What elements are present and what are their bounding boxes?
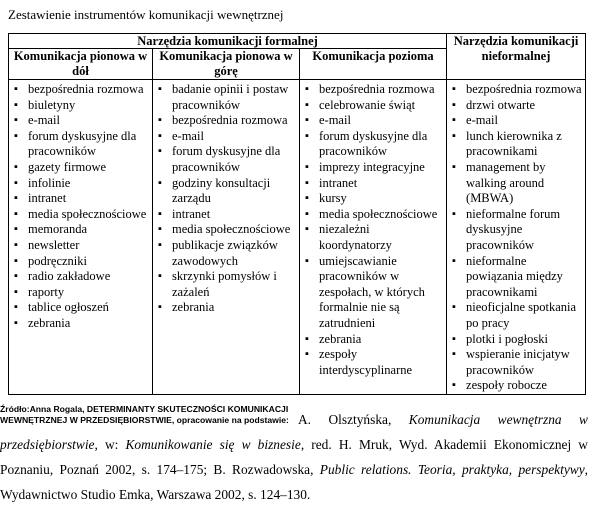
list-item: ▪ intranet [12,191,150,207]
list-item: ▪ tablice ogłoszeń [12,300,150,316]
list-item: ▪ umiejscawianie pracowników w zespołach, w których formalnie nie są zatrudnieni [303,254,444,332]
list-item: ▪ e-mail [12,113,150,129]
list-item: ▪ imprezy integracyjne [303,160,444,176]
list-item: ▪ raporty [12,285,150,301]
list-item: ▪ bezpośrednia rozmowa [450,82,583,98]
formal-tools-header: Narzędzia komunikacji formalnej [9,34,447,49]
column-header-upward: Komunikacja pionowa w górę [153,49,300,80]
list-item: ▪ publikacje związków zawodowych [156,238,297,269]
column-upward [153,80,300,395]
list-item: ▪ forum dyskusyjne dla pracowników [303,129,444,160]
list-item: ▪ lunch kierownika z pracownikami [450,129,583,160]
list-downward [9,80,152,332]
list-item: ▪ forum dyskusyjne dla pracowników [12,129,150,160]
informal-tools-header: Narzędzia komunikacji nieformalnej [447,34,586,80]
list-informal [447,80,585,394]
list-item: ▪ bezpośrednia rozmowa [12,82,150,98]
citation-text-2: , red. H. Mruk, Wyd. Akademii Ekonomicznej w Poznaniu, Poznań 2002, s. 174–175; B. Rozwadowska, [0,437,588,477]
instruments-table [8,33,586,395]
list-item: ▪ media społecznościowe [156,222,297,238]
source-label: Źródło:Anna Rogala, DETERMINANTY SKUTECZNOŚCI KOMUNIKACJI WEWNĘTRZNEJ W PRZEDSIĘBIORSTWIE, opracowanie na podstawie: [0,404,289,425]
list-item: ▪ wspieranie inicjatyw pracowników [450,347,583,378]
list-item: ▪ badanie opinii i postaw pracowników [156,82,297,113]
list-item: ▪ zebrania [156,300,297,316]
citation-title-3: Public relations. Teoria, praktyka, perspektywy [319,462,585,477]
column-informal [447,80,586,395]
list-item: ▪ skrzynki pomysłów i zażaleń [156,269,297,300]
column-header-horizontal: Komunikacja pozioma [300,49,447,80]
list-item: ▪ biuletyny [12,98,150,114]
list-item: ▪ gazety firmowe [12,160,150,176]
list-item: ▪ e-mail [450,113,583,129]
list-item: ▪ nieformalne powiązania między pracownikami [450,254,583,301]
column-header-downward: Komunikacja pionowa w dół [9,49,153,80]
list-item: ▪ media społecznościowe [12,207,150,223]
list-item: ▪ management by walking around (MBWA) [450,160,583,207]
list-item: ▪ bezpośrednia rozmowa [303,82,444,98]
list-item: ▪ kursy [303,191,444,207]
source-citation [0,407,588,507]
column-downward [9,80,153,395]
list-item: ▪ radio zakładowe [12,269,150,285]
list-item: ▪ zespoły robocze [450,378,583,394]
table-caption: Zestawienie instrumentów komunikacji wewnętrznej [8,7,284,22]
list-item: ▪ niezależni koordynatorzy [303,222,444,253]
list-item: ▪ nieformalne forum dyskusyjne pracowników [450,207,583,254]
list-item: ▪ zebrania [12,316,150,332]
list-item: ▪ podręczniki [12,254,150,270]
list-item: ▪ intranet [156,207,297,223]
citation-title-2: Komunikowanie się w biznesie [125,437,301,452]
list-item: ▪ e-mail [303,113,444,129]
list-item: ▪ plotki i pogłoski [450,332,583,348]
list-upward [153,80,299,316]
list-item: ▪ intranet [303,176,444,192]
list-item: ▪ bezpośrednia rozmowa [156,113,297,129]
list-horizontal [300,80,446,378]
list-item: ▪ media społecznościowe [303,207,444,223]
list-item: ▪ forum dyskusyjne dla pracowników [156,144,297,175]
list-item: ▪ e-mail [156,129,297,145]
list-item: ▪ memoranda [12,222,150,238]
list-item: ▪ newsletter [12,238,150,254]
list-item: ▪ infolinie [12,176,150,192]
list-item: ▪ celebrowanie świąt [303,98,444,114]
citation-text-3: , Wydawnictwo Studio Emka, Warszawa 2002, s. 124–130. [0,462,589,502]
column-horizontal [300,80,447,395]
list-item: ▪ drzwi otwarte [450,98,583,114]
list-item: ▪ nieoficjalne spotkania po pracy [450,300,583,331]
citation-author: A. Olsztyńska, [298,412,392,427]
list-item: ▪ zespoły interdyscyplinarne [303,347,444,378]
citation-title-1: Komunikacja wewnętrzna w przedsiębiorstwie [0,412,588,452]
list-item: ▪ godziny konsultacji zarządu [156,176,297,207]
citation-text-1: , w: [94,437,119,452]
list-item: ▪ zebrania [303,332,444,348]
